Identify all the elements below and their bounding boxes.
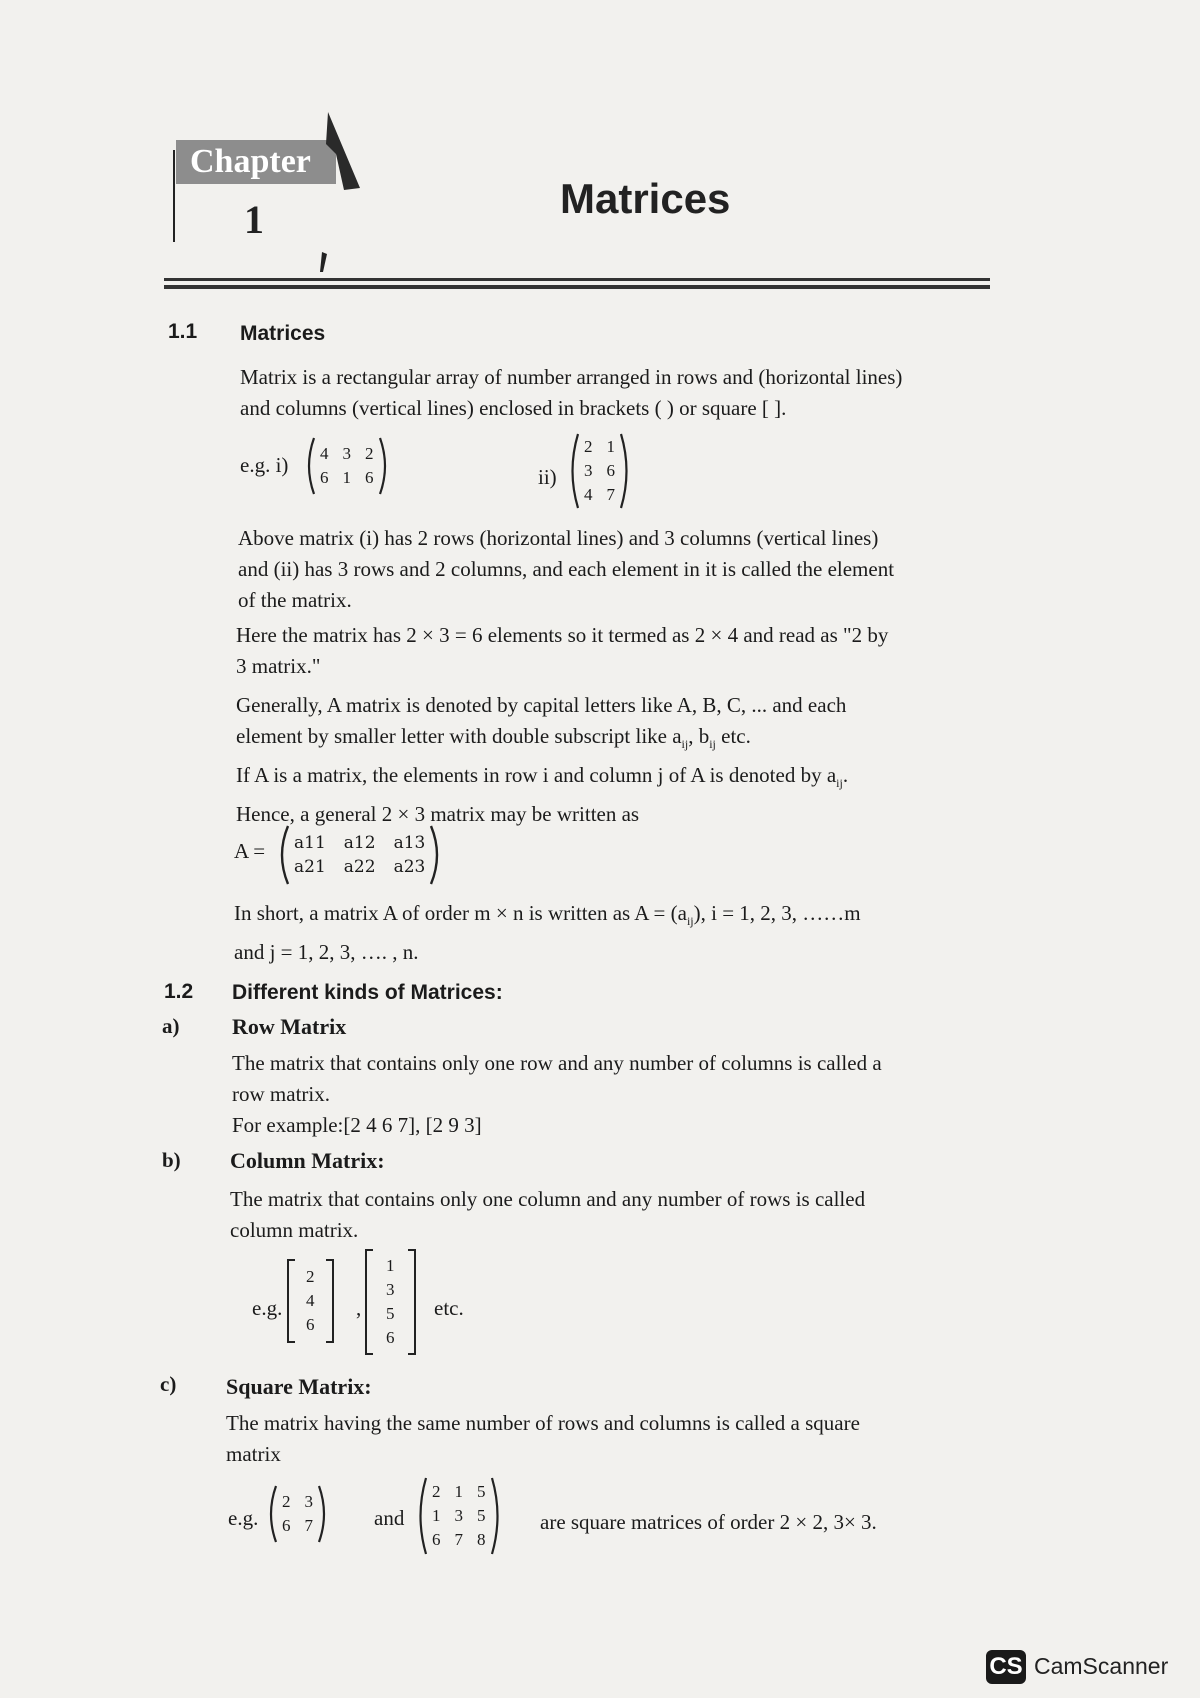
text-run: element by smaller letter with double subscript like a — [236, 724, 682, 748]
text-line: Above matrix (i) has 2 rows (horizontal lines) and 3 columns (vertical lines) — [238, 526, 879, 550]
paragraph-square-matrix — [226, 1408, 982, 1470]
matrix-cell: 2 — [282, 1492, 291, 1511]
subscript: ij — [686, 914, 694, 929]
paragraph-generally — [236, 690, 982, 830]
matrix-cell: 1 — [606, 437, 615, 456]
matrix-cell: 8 — [477, 1530, 486, 1549]
subscript: ij — [681, 737, 689, 752]
text-line: of the matrix. — [238, 588, 352, 612]
matrix-cell: 2 — [584, 437, 593, 456]
matrix-cell: 5 — [477, 1482, 486, 1501]
matrix-cell: 5 — [386, 1304, 395, 1323]
matrix-cell: 6 — [306, 1315, 315, 1334]
example-label: e.g. — [228, 1506, 259, 1530]
text-run: If A is a matrix, the elements in row i and column j of A is denoted by a — [236, 763, 837, 788]
matrix-cell: 6 — [606, 461, 615, 480]
text-line: Matrix is a rectangular array of number arranged in rows and (horizontal lines) — [240, 365, 903, 389]
right-bracket — [325, 1258, 335, 1344]
paragraph-in-short — [234, 898, 982, 968]
header-rule-double — [164, 285, 990, 289]
matrix-cell: 4 — [584, 485, 593, 504]
matrix-cell: 2 — [432, 1482, 441, 1501]
subsection-heading: Row Matrix — [232, 1014, 347, 1039]
matrix-cell: 3 — [304, 1492, 313, 1511]
matrix-cell: a13 — [393, 833, 426, 853]
matrix-cell: 6 — [320, 468, 329, 487]
example-matrix-i — [302, 436, 392, 496]
matrix-cell: 6 — [365, 468, 374, 487]
text-line: column matrix. — [230, 1218, 359, 1242]
text-line: Hence, a general 2 × 3 matrix may be written as — [236, 802, 640, 827]
text-line: row matrix. — [232, 1082, 330, 1106]
header-rule — [164, 278, 990, 281]
chapter-badge-flag — [300, 108, 370, 208]
list-marker: c) — [160, 1372, 177, 1396]
example-matrix-ii — [566, 432, 633, 510]
text-run: . — [842, 763, 849, 788]
section-number: 1.1 — [168, 320, 198, 343]
section-number: 1.2 — [164, 980, 194, 1003]
left-bracket — [364, 1248, 374, 1356]
matrix-cell: 4 — [306, 1291, 315, 1310]
matrix-cell: 3 — [342, 444, 351, 463]
matrix-cell: 2 — [365, 444, 374, 463]
square-matrix-caption: are square matrices of order 2 × 2, 3× 3. — [540, 1510, 877, 1534]
right-paren — [490, 1476, 504, 1556]
section-heading: Different kinds of Matrices: — [232, 981, 503, 1004]
matrix-cell: 7 — [304, 1516, 313, 1535]
paragraph-above — [238, 523, 982, 616]
text-line — [236, 721, 982, 760]
example-label: e.g. i) — [240, 453, 289, 477]
text-line: and (ii) has 3 rows and 2 columns, and each element in it is called the element — [238, 557, 895, 581]
text-line — [236, 760, 982, 799]
text-line: The matrix having the same number of rows and columns is called a square — [226, 1411, 860, 1435]
matrix-cell: a21 — [294, 857, 326, 877]
paragraph-column-matrix — [230, 1184, 982, 1246]
paragraph-row-matrix — [232, 1048, 982, 1141]
text-run: In short, a matrix A of order m × n is written as A = (a — [234, 901, 687, 925]
subscript: ij — [836, 776, 843, 791]
etc-label: etc. — [434, 1296, 464, 1320]
paragraph-definition — [240, 362, 982, 424]
square-matrix-b — [414, 1476, 504, 1556]
matrix-cell: 6 — [432, 1530, 441, 1549]
square-matrix-a — [264, 1484, 331, 1544]
section-heading: Matrices — [240, 322, 326, 345]
left-paren — [566, 432, 580, 510]
text-line: The matrix that contains only one column and any number of rows is called — [230, 1187, 866, 1211]
matrix-cell: a22 — [343, 857, 376, 877]
page-title: Matrices — [560, 175, 731, 222]
right-paren — [429, 824, 445, 886]
camscanner-brand: CamScanner — [1034, 1653, 1169, 1679]
right-bracket — [407, 1248, 417, 1356]
matrix-cell: 3 — [454, 1506, 463, 1525]
text-line: matrix — [226, 1442, 281, 1466]
camscanner-logo: CS — [986, 1650, 1026, 1684]
matrix-cell: 4 — [320, 444, 329, 463]
matrix-cell: a12 — [343, 833, 376, 853]
text-run: , b — [688, 724, 710, 748]
text-line: The matrix that contains only one row and any number of columns is called a — [232, 1051, 882, 1075]
paragraph-here — [236, 620, 982, 682]
matrix-cell: 7 — [454, 1530, 463, 1549]
right-paren — [619, 432, 633, 510]
chapter-badge: Chapter — [176, 140, 336, 184]
text-run: ), i = 1, 2, 3, ……m — [693, 901, 861, 925]
left-paren — [274, 824, 290, 886]
matrix-cell: 7 — [606, 485, 615, 504]
list-marker: b) — [162, 1148, 181, 1172]
subscript: ij — [709, 737, 716, 752]
matrix-cell: a11 — [294, 833, 326, 853]
and-label: and — [374, 1506, 405, 1530]
left-paren — [414, 1476, 428, 1556]
list-marker: a) — [162, 1014, 180, 1038]
matrix-cell: 1 — [342, 468, 351, 487]
matrix-cell: 1 — [454, 1482, 463, 1501]
matrix-cell: 6 — [386, 1328, 395, 1347]
text-line: 3 matrix." — [236, 654, 321, 678]
matrix-cell: 5 — [477, 1506, 486, 1525]
text-line: Generally, A matrix is denoted by capital letters like A, B, C, ... and each — [236, 693, 847, 717]
example-label: e.g. — [252, 1296, 283, 1320]
text-run: etc. — [715, 724, 751, 748]
matrix-label: A = — [234, 839, 266, 863]
column-matrix-b — [364, 1248, 417, 1356]
matrix-cell: 3 — [584, 461, 593, 480]
subsection-heading: Column Matrix: — [230, 1148, 385, 1173]
matrix-cell: 6 — [282, 1516, 291, 1535]
chapter-tick-mark — [318, 252, 328, 274]
left-bracket — [286, 1258, 296, 1344]
text-line: and j = 1, 2, 3, …. , n. — [234, 940, 419, 965]
subsection-heading: Square Matrix: — [226, 1374, 372, 1399]
chapter-number: 1 — [244, 197, 264, 242]
separator-comma: , — [356, 1296, 362, 1320]
general-matrix — [274, 824, 445, 886]
matrix-cell: 3 — [386, 1280, 395, 1299]
left-paren — [264, 1484, 278, 1544]
right-paren — [317, 1484, 331, 1544]
text-line: and columns (vertical lines) enclosed in brackets ( ) or square [ ]. — [240, 396, 787, 420]
example-label: ii) — [538, 465, 557, 489]
matrix-cell: 1 — [386, 1256, 395, 1275]
text-line: For example:[2 4 6 7], [2 9 3] — [232, 1113, 482, 1137]
chapter-badge-edge — [173, 150, 175, 242]
matrix-cell: a23 — [393, 857, 426, 877]
right-paren — [378, 436, 392, 496]
text-line: Here the matrix has 2 × 3 = 6 elements so it termed as 2 × 4 and read as "2 by — [236, 623, 889, 647]
matrix-cell: 1 — [432, 1506, 441, 1525]
matrix-cell: 2 — [306, 1267, 315, 1286]
left-paren — [302, 436, 316, 496]
text-line — [234, 898, 982, 937]
column-matrix-a — [286, 1258, 335, 1344]
